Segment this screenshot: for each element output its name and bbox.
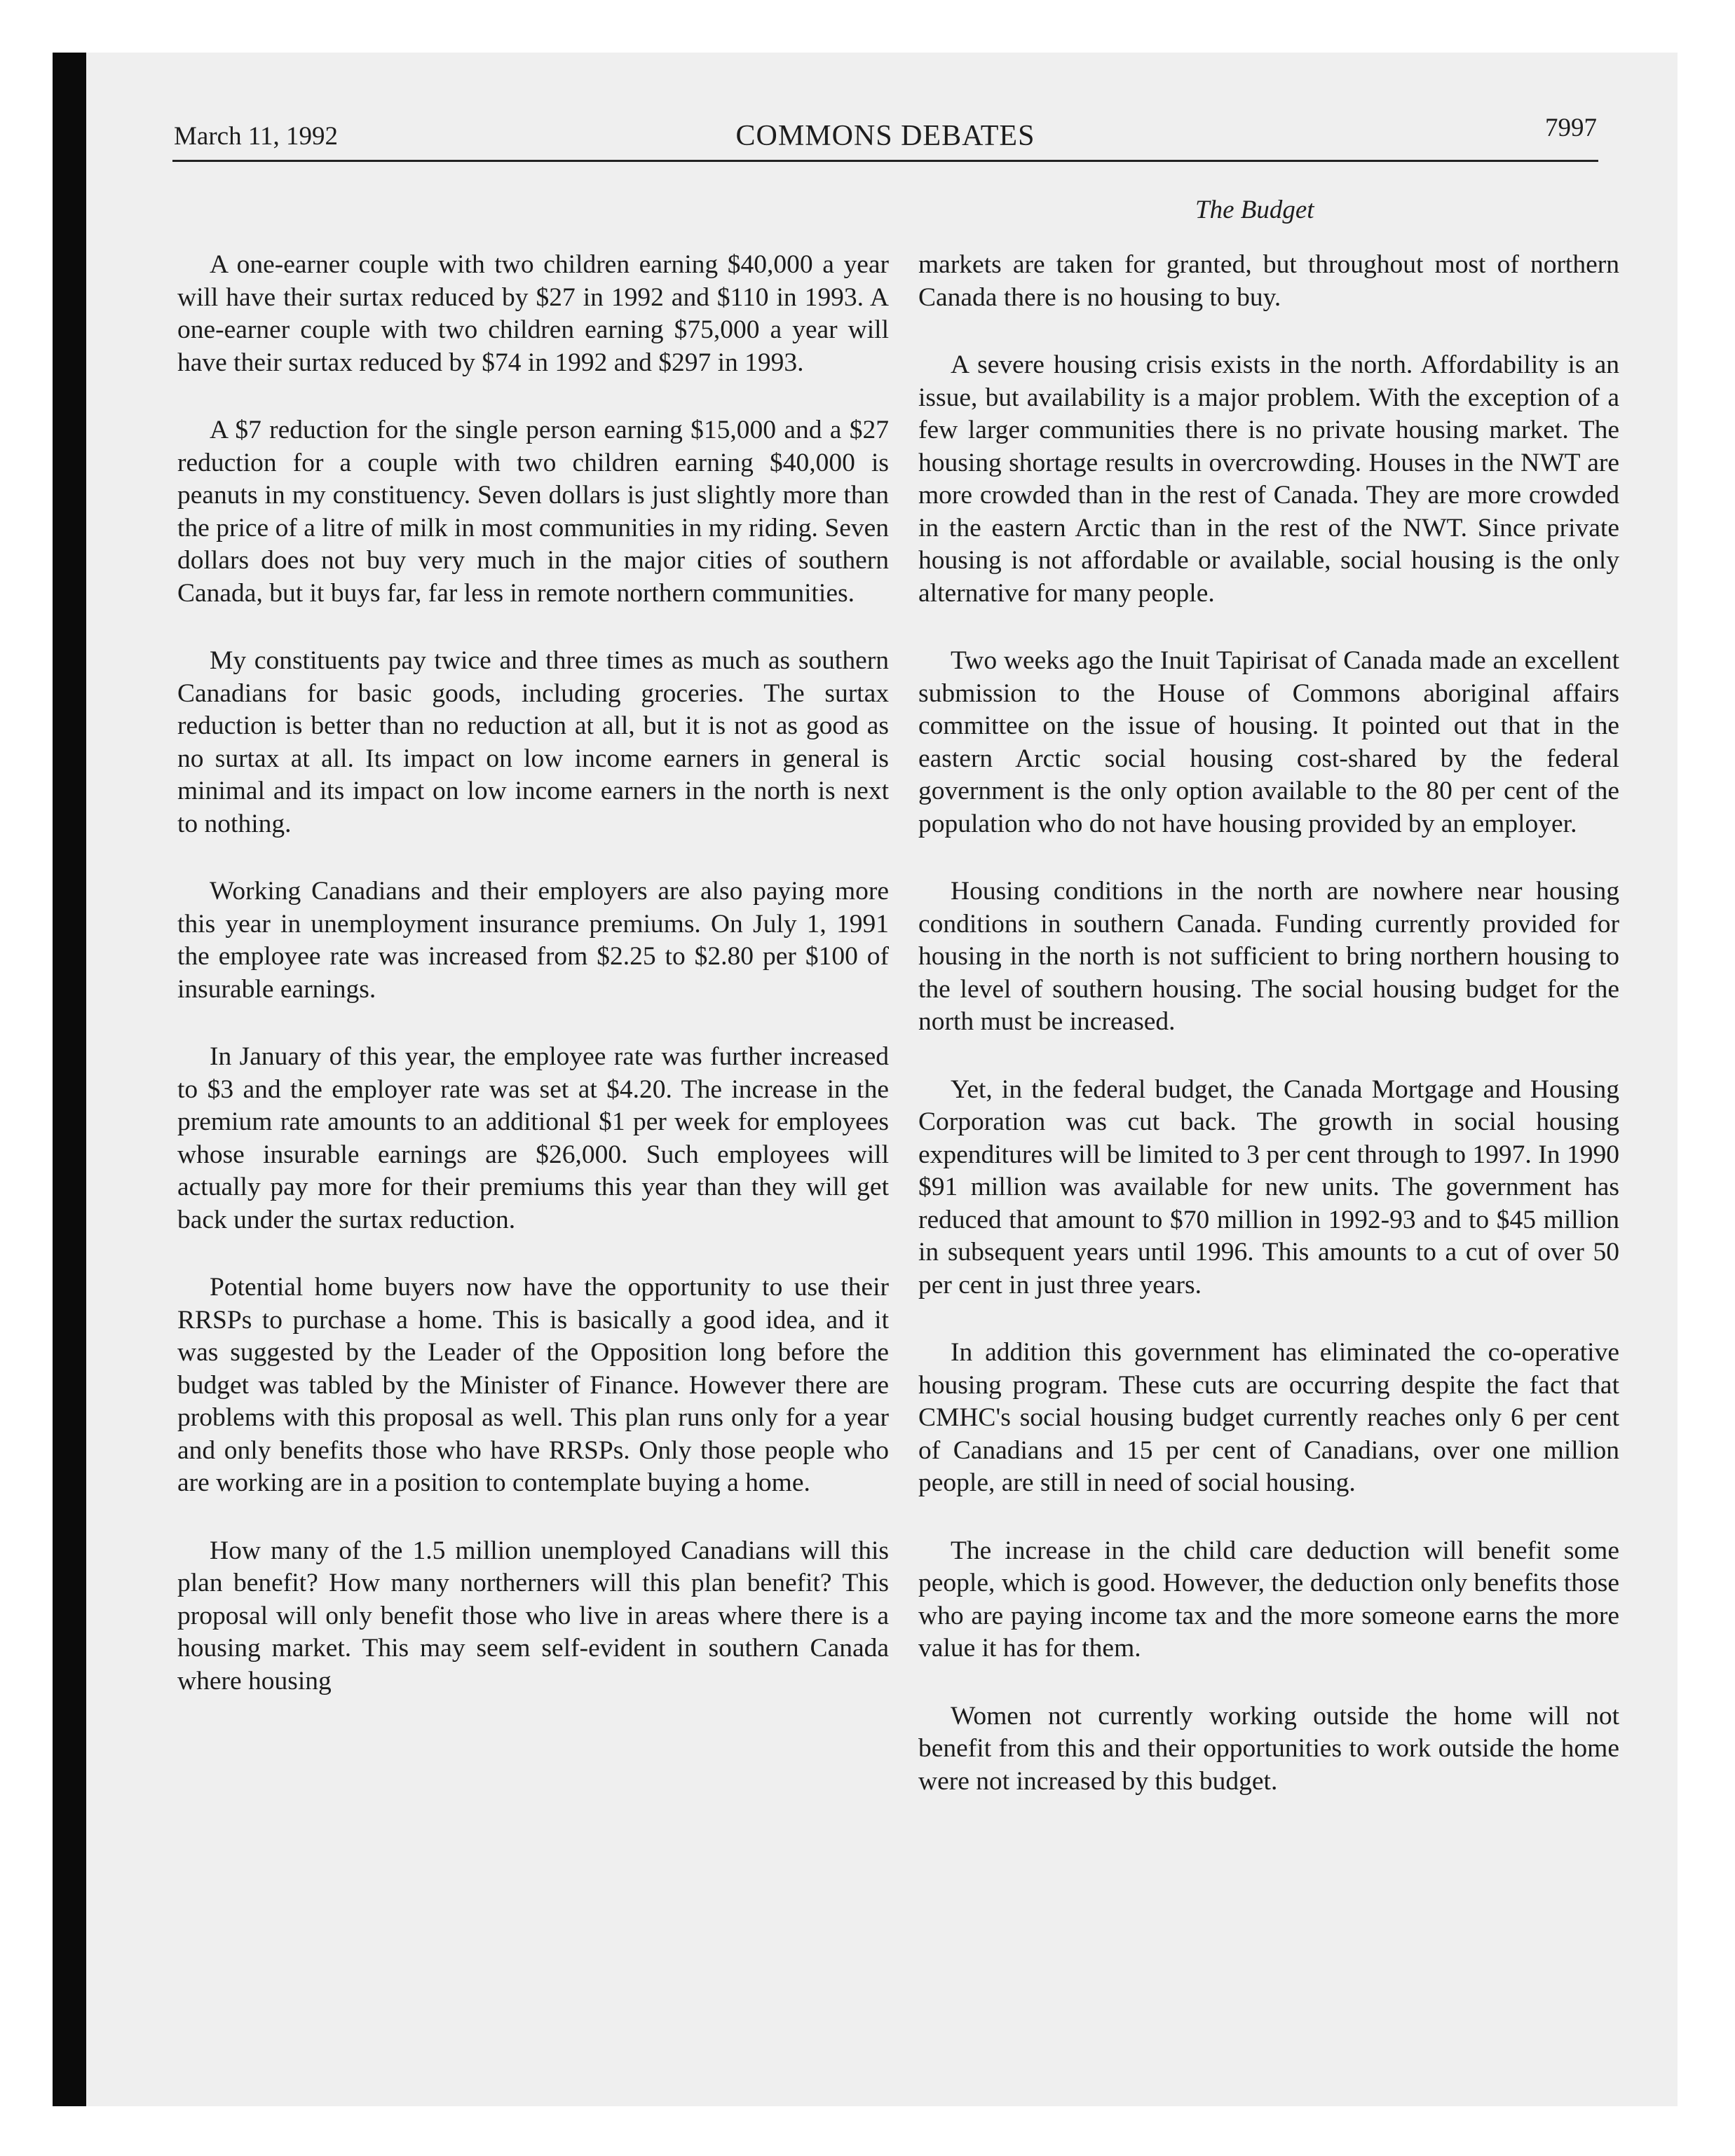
paragraph: My constituents pay twice and three times as much as southern Canadians for basic goods, including groceries. The surtax reduction is better than no reduction at all, but it is not as good as no surtax at all. Its impact on low income earners in general is minimal and its impact on low income earners in the north is next to nothing. [177, 646, 889, 838]
left-column [177, 249, 889, 1733]
page-header [174, 114, 1597, 158]
section-tag: The Budget [1195, 196, 1314, 224]
paragraph: How many of the 1.5 million unemployed Canadians will this plan benefit? How many northerners will this plan benefit? This proposal will only benefit those who live in areas where there is a housing market. This may seem self-evident in southern Canada where housing [177, 1536, 889, 1696]
paragraph: Yet, in the federal budget, the Canada Mortgage and Housing Corporation was cut back. The growth in social housing expenditures will be limited to 3 per cent through to 1997. In 1990 $91 million was available for new units. The government has reduced that amount to $70 million in 1992-93 and to $45 million in subsequent years until 1996. This amounts to a cut of over 50 per cent in just three years. [918, 1074, 1619, 1299]
paragraph-continued: markets are taken for granted, but throughout most of northern Canada there is no housing to buy. [918, 250, 1619, 312]
paragraph: Working Canadians and their employers are also paying more this year in unemployment insurance premiums. On July 1, 1991 the employee rate was increased from $2.25 to $2.80 per $100 of insurable earnings. [177, 877, 889, 1004]
paragraph: Potential home buyers now have the opportunity to use their RRSPs to purchase a home. This is basically a good idea, and it was suggested by the Leader of the Opposition long before the budget was tabled by the Minister of Finance. However there are problems with this proposal as well. This plan runs only for a year and only benefits those who have RRSPs. Only those people who are working are in a position to contemplate buying a home. [177, 1273, 889, 1497]
paragraph: A severe housing crisis exists in the north. Affordability is an issue, but availability is a major problem. With the exception of a few larger communities there is no private housing market. The housing shortage results in overcrowding. Houses in the NWT are more crowded than in the rest of Canada. They are more crowded in the eastern Arctic than in the rest of the NWT. Since private housing is not affordable or available, social housing is the only alternative for many people. [918, 350, 1619, 608]
right-column [918, 249, 1619, 1833]
page-number: 7997 [1545, 114, 1597, 142]
paragraph: Housing conditions in the north are nowhere near housing conditions in southern Canada. Funding currently provided for housing in the north is not sufficient to bring northern housing to the level of southern housing. The social housing budget for the north must be increased. [918, 877, 1619, 1036]
paragraph: The increase in the child care deduction will benefit some people, which is good. However, the deduction only benefits those who are paying income tax and the more someone earns the more value it has for them. [918, 1536, 1619, 1663]
paragraph: A one-earner couple with two children earning $40,000 a year will have their surtax reduced by $27 in 1992 and $110 in 1993. A one-earner couple with two children earning $75,000 a year will have their surtax reduced by $74 in 1992 and $297 in 1993. [177, 250, 889, 377]
paragraph: Two weeks ago the Inuit Tapirisat of Canada made an excellent submission to the House of Commons aboriginal affairs committee on the issue of housing. It pointed out that in the eastern Arctic social housing cost-shared by the federal government is the only option available to the 80 per cent of the population who do not have housing provided by an employer. [918, 646, 1619, 838]
paragraph: Women not currently working outside the home will not benefit from this and their opportunities to work outside the home were not increased by this budget. [918, 1701, 1619, 1796]
scan-edge [53, 53, 86, 2106]
header-rule [172, 160, 1598, 162]
header-date: March 11, 1992 [174, 122, 338, 151]
paragraph: In January of this year, the employee rate was further increased to $3 and the employer rate was set at $4.20. The increase in the premium rate amounts to an additional $1 per week for employees whose insurable earnings are $26,000. Such employees will actually pay more for their premiums this year than they will get back under the surtax reduction. [177, 1042, 889, 1234]
paragraph: A $7 reduction for the single person earning $15,000 and a $27 reduction for a couple with two children earning $40,000 is peanuts in my constituency. Seven dollars is just slightly more than the price of a litre of milk in most communities in my riding. Seven dollars does not buy very much in the major cities of southern Canada, but it buys far, far less in remote northern communities. [177, 416, 889, 608]
header-title: COMMONS DEBATES [735, 120, 1035, 152]
paragraph: In addition this government has eliminated the co-operative housing program. These cuts are occurring despite the fact that CMHC's social housing budget currently reaches only 6 per cent of Canadians and 15 per cent of Canadians, over one million people, are still in need of social housing. [918, 1338, 1619, 1497]
